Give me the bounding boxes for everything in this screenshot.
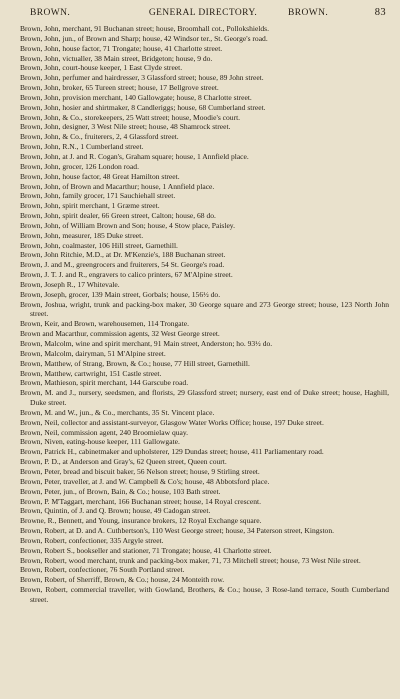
directory-entry: Brown, John, hosier and shirtmaker, 8 Candleriggs; house, 68 Cumberland street. <box>20 102 266 112</box>
directory-entry: Brown, Patrick H., cabinetmaker and upholsterer, 129 Dundas street; house, 411 Parliamentary road. <box>20 447 324 457</box>
directory-entry: Brown, Neil, collector and assistant-surveyor, Glasgow Water Works Office; house, 197 Duke street. <box>20 417 324 427</box>
header-left-word: BROWN. <box>30 8 71 18</box>
directory-entry: Brown, Keir, and Brown, warehousemen, 114 Trongate. <box>20 319 189 329</box>
directory-entry: Brown, John, court-house keeper, 1 East Clyde street. <box>20 63 183 73</box>
directory-entry: Brown, J. T. J. and R., engravers to calico printers, 67 M'Alpine street. <box>20 270 233 280</box>
directory-entry: Brown, Joshua, wright, trunk and packing-box maker, 30 George square and 273 George street; house, 123 North John street. <box>20 299 389 319</box>
directory-entry: Brown, Peter, traveller, at J. and W. Campbell & Co's; house, 48 Abbotsford place. <box>20 476 270 486</box>
directory-entry: Brown, John, at J. and R. Cogan's, Graham square; house, 1 Annfield place. <box>20 151 249 161</box>
directory-entry: Brown, John, R.N., 1 Cumberland street. <box>20 142 144 152</box>
directory-entries <box>20 24 389 605</box>
directory-entry: Brown, Joseph R., 17 Whitevale. <box>20 279 120 289</box>
directory-entry: Brown, Robert, wood merchant, trunk and packing-box maker, 71, 73 Mitchell street; house, 73 West Nile street. <box>20 555 361 565</box>
directory-entry: Brown, John, & Co., fruiterers, 2, 4 Glassford street. <box>20 132 179 142</box>
directory-entry: Brown, Quintin, of J. and Q. Brown; house, 49 Cadogan street. <box>20 506 211 516</box>
directory-entry: Brown, John, house factor, 48 Great Hamilton street. <box>20 171 180 181</box>
directory-entry: Brown, John, designer, 3 West Nile street; house, 48 Shamrock street. <box>20 122 231 132</box>
directory-entry: Brown, Joseph, grocer, 139 Main street, Gorbals; house, 156½ do. <box>20 289 221 299</box>
header-title: GENERAL DIRECTORY. <box>148 8 258 18</box>
directory-entry: Brown, P. D., at Anderson and Gray's, 62 Queen street, Queen court. <box>20 457 227 467</box>
directory-entry: Brown, Neil, commission agent, 240 Broomielaw quay. <box>20 427 189 437</box>
directory-entry: Brown and Macarthur, commission agents, 32 West George street. <box>20 329 220 339</box>
directory-entry: Brown, Malcolm, dairyman, 51 M'Alpine street. <box>20 348 166 358</box>
directory-entry: Brown, John, & Co., storekeepers, 25 Watt street; house, Moodie's court. <box>20 112 241 122</box>
directory-entry: Brown, John, coalmaster, 106 Hill street, Garnethill. <box>20 240 178 250</box>
directory-entry: Brown, John, spirit merchant, 1 Græme street. <box>20 201 160 211</box>
directory-entry: Brown, Robert, at D. and A. Cuthbertson's, 110 West George street; house, 34 Paterson street, Kingston. <box>20 526 334 536</box>
directory-entry: Brown, Mathieson, spirit merchant, 144 Garscube road. <box>20 378 189 388</box>
directory-entry: Brown, Peter, bread and biscuit baker, 56 Nelson street; house, 9 Stirling street. <box>20 466 260 476</box>
directory-entry: Brown, Niven, eating-house keeper, 111 Gallowgate. <box>20 437 180 447</box>
directory-entry: Brown, M. and W., jun., & Co., merchants, 35 St. Vincent place. <box>20 407 215 417</box>
directory-entry: Brown, John, of William Brown and Son; house, 4 Stow place, Paisley. <box>20 220 235 230</box>
header-right-word: BROWN. <box>288 8 329 18</box>
directory-entry: Brown, Robert S., bookseller and stationer, 71 Trongate; house, 41 Charlotte street. <box>20 545 272 555</box>
directory-entry: Browne, R., Bennett, and Young, insurance brokers, 12 Royal Exchange square. <box>20 516 262 526</box>
directory-entry: Brown, Malcolm, wine and spirit merchant, 91 Main street, Anderston; ho. 93½ do. <box>20 339 273 348</box>
directory-entry: Brown, John, jun., of Brown and Sharp; house, 42 Windsor ter., St. George's road. <box>20 33 268 43</box>
directory-entry: Brown, Robert, commercial traveller, with Gowland, Brothers, & Co.; house, 3 Rose-land terrace, South Cumberland street. <box>20 585 389 604</box>
page-number: 83 <box>374 7 386 18</box>
directory-entry: Brown, Matthew, cartwright, 151 Castle street. <box>20 368 162 378</box>
directory-entry: Brown, J. and M., greengrocers and fruiterers, 54 St. George's road. <box>20 260 225 270</box>
directory-entry: Brown, John, victualler, 38 Main street, Bridgeton; house, 9 do. <box>20 53 213 63</box>
directory-entry: Brown, Robert, confectioner, 335 Argyle street. <box>20 535 164 545</box>
directory-entry: Brown, Robert, confectioner, 76 South Portland street. <box>20 565 185 575</box>
directory-entry: Brown, P. M'Taggart, merchant, 166 Buchanan street; house, 14 Royal crescent. <box>20 496 262 506</box>
directory-entry: Brown, Robert, of Sherriff, Brown, & Co.; house, 24 Monteith row. <box>20 575 225 585</box>
directory-entry: Brown, John, provision merchant, 140 Gallowgate; house, 8 Charlotte street. <box>20 92 252 102</box>
directory-entry: Brown, John, measurer, 185 Duke street. <box>20 230 144 240</box>
directory-entry: Brown, Peter, jun., of Brown, Bain, & Co.; house, 103 Bath street. <box>20 486 221 496</box>
directory-entry: Brown, John, family grocer, 171 Sauchiehall street. <box>20 191 176 201</box>
directory-entry: Brown, Matthew, of Strang, Brown, & Co.; house, 77 Hill street, Garnethill. <box>20 358 250 368</box>
directory-entry: Brown, John Ritchie, M.D., at Dr. M'Kenzie's, 188 Buchanan street. <box>20 250 226 260</box>
directory-entry: Brown, John, of Brown and Macarthur; house, 1 Annfield place. <box>20 181 215 191</box>
running-header <box>16 4 390 22</box>
directory-entry: Brown, John, house factor, 71 Trongate; house, 41 Charlotte street. <box>20 43 223 53</box>
directory-entry: Brown, John, perfumer and hairdresser, 3 Glassford street; house, 89 John street. <box>20 73 264 83</box>
directory-entry: Brown, John, grocer, 126 London road. <box>20 161 139 171</box>
directory-entry: Brown, John, spirit dealer, 66 Green street, Calton; house, 68 do. <box>20 211 216 221</box>
directory-entry: Brown, John, broker, 65 Tureen street; house, 17 Bellgrove street. <box>20 83 219 93</box>
directory-entry: Brown, M. and J., nursery, seedsmen, and florists, 29 Glassford street; nursery, east end of Duke street; house, Haghill, Duke street. <box>20 388 389 408</box>
directory-entry: Brown, John, merchant, 91 Buchanan street; house, Broomhall cot., Pollokshields. <box>20 24 270 33</box>
